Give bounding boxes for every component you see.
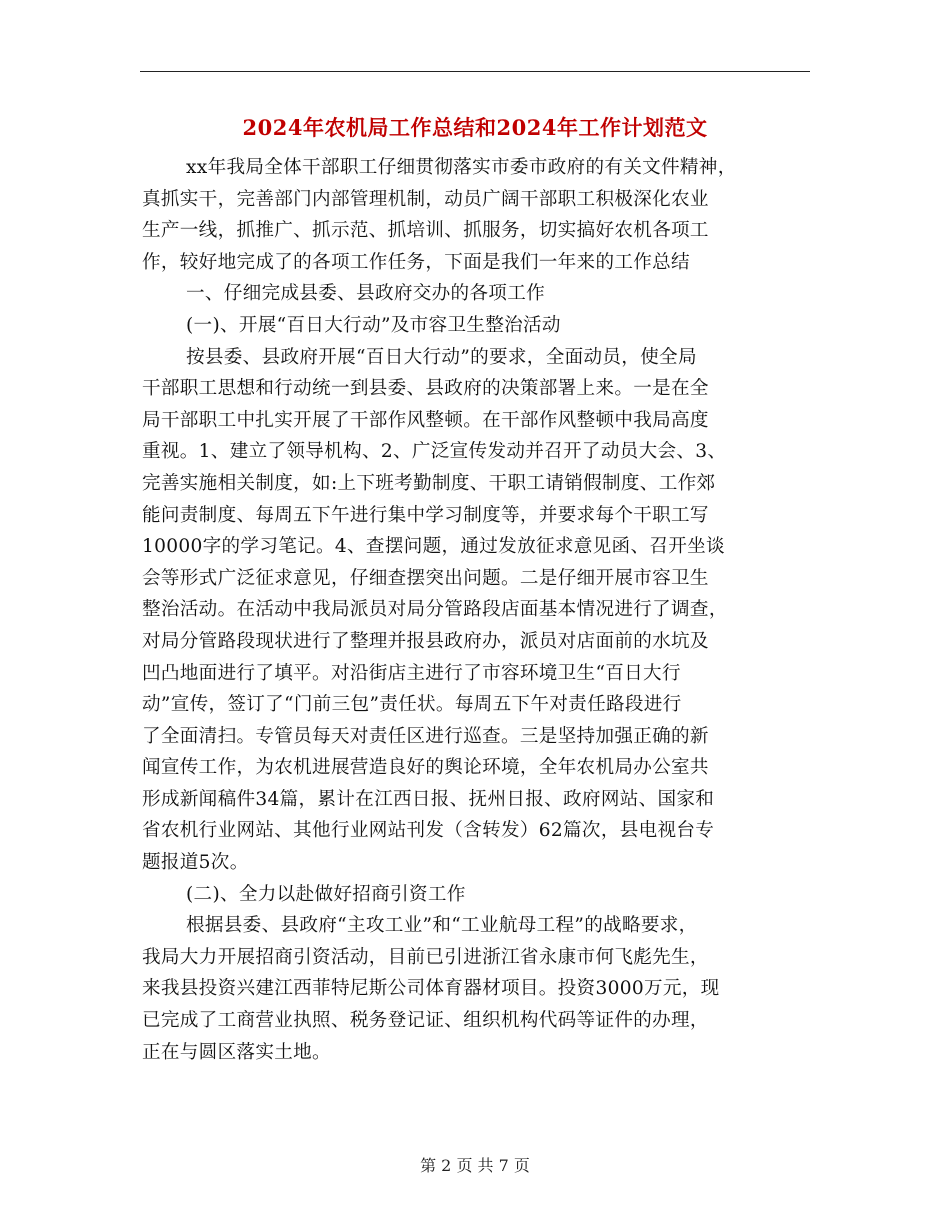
document-body <box>142 152 812 1068</box>
body-line: 来我县投资兴建江西菲特尼斯公司体育器材项目。投资3000万元，现 <box>142 978 720 1000</box>
body-line: 重视。1、建立了领导机构、2、广泛宣传发动并召开了动员大会、3、 <box>142 441 727 463</box>
body-line: 能问责制度、每周五下午进行集中学习制度等，并要求每个干职工写 <box>142 504 709 526</box>
subsection-heading: (二)、全力以赴做好招商引资工作 <box>186 883 466 905</box>
body-line: 闻宣传工作，为农机进展营造良好的舆论环境，全年农机局办公室共 <box>142 757 709 779</box>
header-rule <box>140 71 810 72</box>
body-line: 按县委、县政府开展“百日大行动”的要求，全面动员，使全局 <box>186 346 697 368</box>
body-line: 形成新闻稿件34篇，累计在江西日报、抚州日报、政府网站、国家和 <box>142 788 715 810</box>
body-line: 会等形式广泛征求意见，仔细查摆突出问题。二是仔细开展市容卫生 <box>142 567 709 589</box>
body-line: 真抓实干，完善部门内部管理机制，动员广阔干部职工积极深化农业 <box>142 188 709 210</box>
body-line: 作，较好地完成了的各项工作任务，下面是我们一年来的工作总结 <box>142 251 690 273</box>
body-line: 完善实施相关制度，如:上下班考勤制度、干职工请销假制度、工作郊 <box>142 472 716 494</box>
body-line: 局干部职工中扎实开展了干部作风整顿。在干部作风整顿中我局高度 <box>142 409 709 431</box>
body-line: 对局分管路段现状进行了整理并报县政府办，派员对店面前的水坑及 <box>142 630 709 652</box>
body-line: 已完成了工商营业执照、税务登记证、组织机构代码等证件的办理， <box>142 1010 709 1032</box>
body-line: 凹凸地面进行了填平。对沿街店主进行了市容环境卫生“百日大行 <box>142 662 681 684</box>
document-title: 2024年农机局工作总结和2024年工作计划范文 <box>242 115 708 140</box>
page-number: 第 2 页 共 7 页 <box>420 1156 530 1175</box>
body-line: 正在与圆区落实土地。 <box>142 1041 331 1063</box>
body-line: 省农机行业网站、其他行业网站刊发（含转发）62篇次，县电视台专 <box>142 820 715 842</box>
body-line: 根据县委、县政府“主攻工业”和“工业航母工程”的战略要求， <box>186 915 698 937</box>
body-line: 生产一线，抓推广、抓示范、抓培训、抓服务，切实搞好农机各项工 <box>142 220 709 242</box>
body-line: 动”宣传，签订了“门前三包”责任状。每周五下午对责任路段进行 <box>142 694 682 716</box>
subsection-heading: (一)、开展“百日大行动”及市容卫生整治活动 <box>186 314 561 336</box>
body-line: 10000字的学习笔记。4、查摆问题，通过发放征求意见函、召开坐谈 <box>142 536 725 558</box>
section-heading: 一、仔细完成县委、县政府交办的各项工作 <box>186 283 545 305</box>
body-line: xx年我局全体干部职工仔细贯彻落实市委市政府的有关文件精神， <box>186 157 737 178</box>
body-line: 了全面清扫。专管员每天对责任区进行巡查。三是坚持加强正确的新 <box>142 725 709 747</box>
body-line: 干部职工思想和行动统一到县委、县政府的决策部署上来。一是在全 <box>142 378 709 400</box>
body-line: 整治活动。在活动中我局派员对局分管路段店面基本情况进行了调查， <box>142 599 728 621</box>
body-line: 题报道5次。 <box>142 852 249 874</box>
body-line: 我局大力开展招商引资活动，目前已引进浙江省永康市何飞彪先生， <box>142 946 709 968</box>
